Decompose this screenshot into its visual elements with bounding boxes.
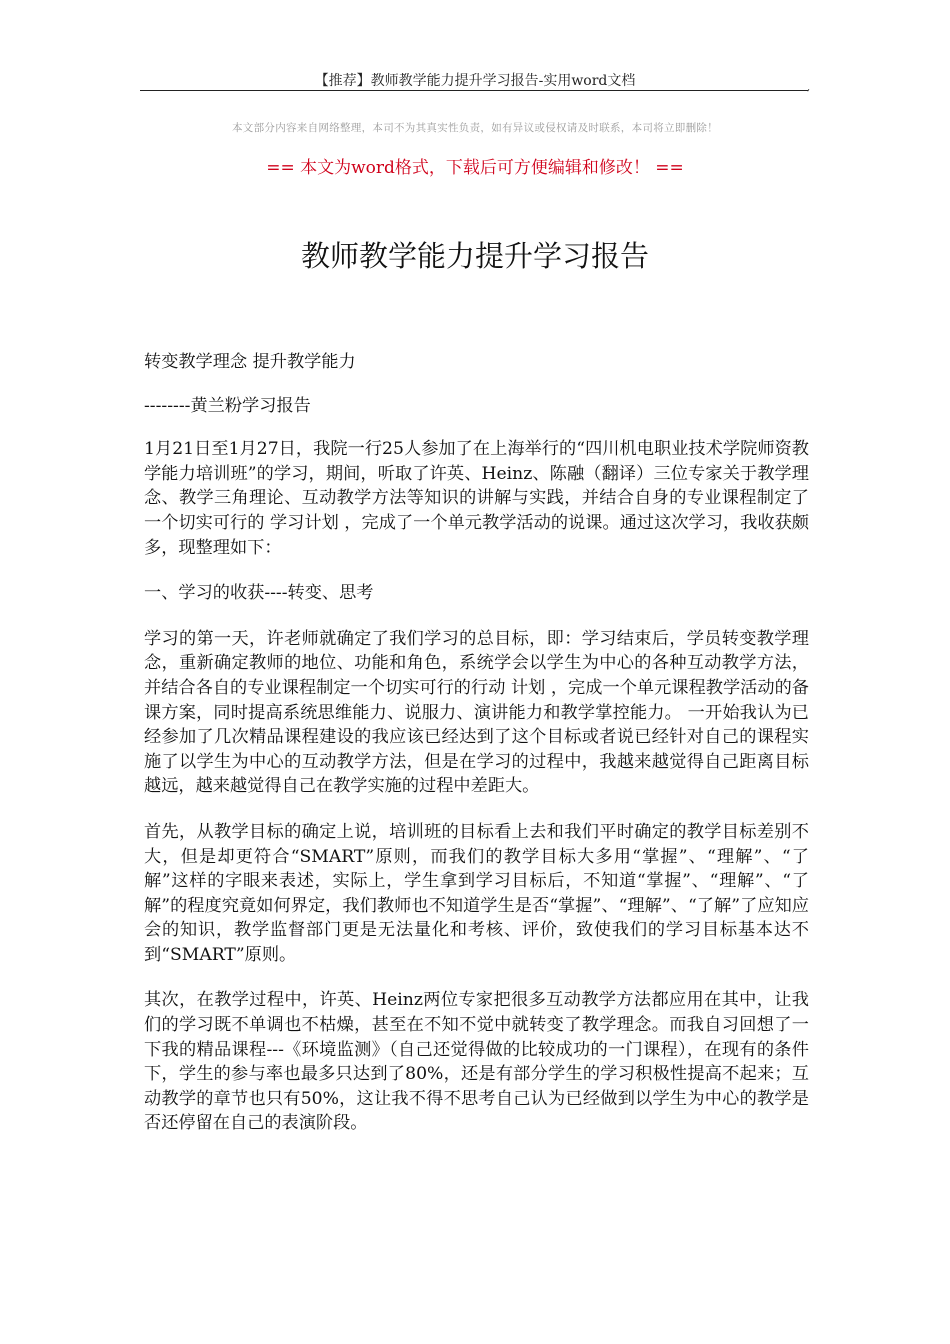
byline: --------黄兰粉学习报告 [144,395,311,416]
subtitle: 转变教学理念 提升教学能力 [144,352,356,372]
paragraph: 其次，在教学过程中，许英、Heinz两位专家把很多互动教学方法都应用在其中，让我们的学习既不单调也不枯燥，甚至在不知不觉中就转变了教学理念。而我自习回想了一下我的精品课程---《环境监测》（自己还觉得做的比较成功的一门课程），在现有的条件下，学生的参与率也最多只达到了80%，还是有部分学生的学习积极性提高不起来；互动教学的章节也只有50%，这让我不得不思考自己认为已经做到以学生为中心的教学是否还停留在自己的表演阶段。 [144,990,809,1134]
format-notice: == 本文为word格式，下载后可方便编辑和修改！ == [266,158,684,178]
section-heading: 一、学习的收获----转变、思考 [144,583,374,604]
paragraph: 首先，从教学目标的确定上说，培训班的目标看上去和我们平时确定的教学目标差别不大，但是却更符合“SMART”原则，而我们的教学目标大多用“掌握”、“理解”、“了解”这样的字眼来表述，实际上，学生拿到学习目标后，不知道“掌握”、“理解”、“了解”的程度究竟如何界定，我们教师也不知道学生是否“掌握”、“理解”、“了解”了应知应会的知识，教学监督部门更是无法量化和考核、评价，致使我们的学习目标基本达不到“SMART”原则。 [144,821,809,965]
document-title: 教师教学能力提升学习报告 [300,239,649,273]
header-rule [140,90,808,91]
paragraph-intro: 1月21日至1月27日，我院一行25人参加了在上海举行的“四川机电职业技术学院师资教学能力培训班”的学习，期间，听取了许英、Heinz、陈融（翻译）三位专家关于教学理念、教学三角理论、互动教学方法等知识的讲解与实践，并结合自身的专业课程制定了一个切实可行的 学习计划 ，完成了一个单元教学活动的说课。通过这次学习，我收获颇多，现整理如下： [144,439,809,558]
document-body [144,350,809,1157]
header-mark: , [807,82,811,93]
paragraph: 学习的第一天，许老师就确定了我们学习的总目标，即：学习结束后，学员转变教学理念，重新确定教师的地位、功能和角色，系统学会以学生为中心的各种互动教学方法，并结合各自的专业课程制定一个切实可行的行动 计划 ，完成一个单元课程教学活动的备课方案，同时提高系统思维能力、说服力、演讲能力和教学掌控能力。 一开始我认为已经参加了几次精品课程建设的我应该已经达到了这个目标或者说已经针对自己的课程实施了以学生为中心的互动教学方法，但是在学习的过程中，我越来越觉得自己距离目标越远，越来越觉得自己在教学实施的过程中差距大。 [144,628,809,797]
page-header: 【推荐】教师教学能力提升学习报告-实用word文档 [314,73,636,89]
disclaimer-text: 本文部分内容来自网络整理，本司不为其真实性负责，如有异议或侵权请及时联系，本司将立即删除！ [232,122,718,134]
